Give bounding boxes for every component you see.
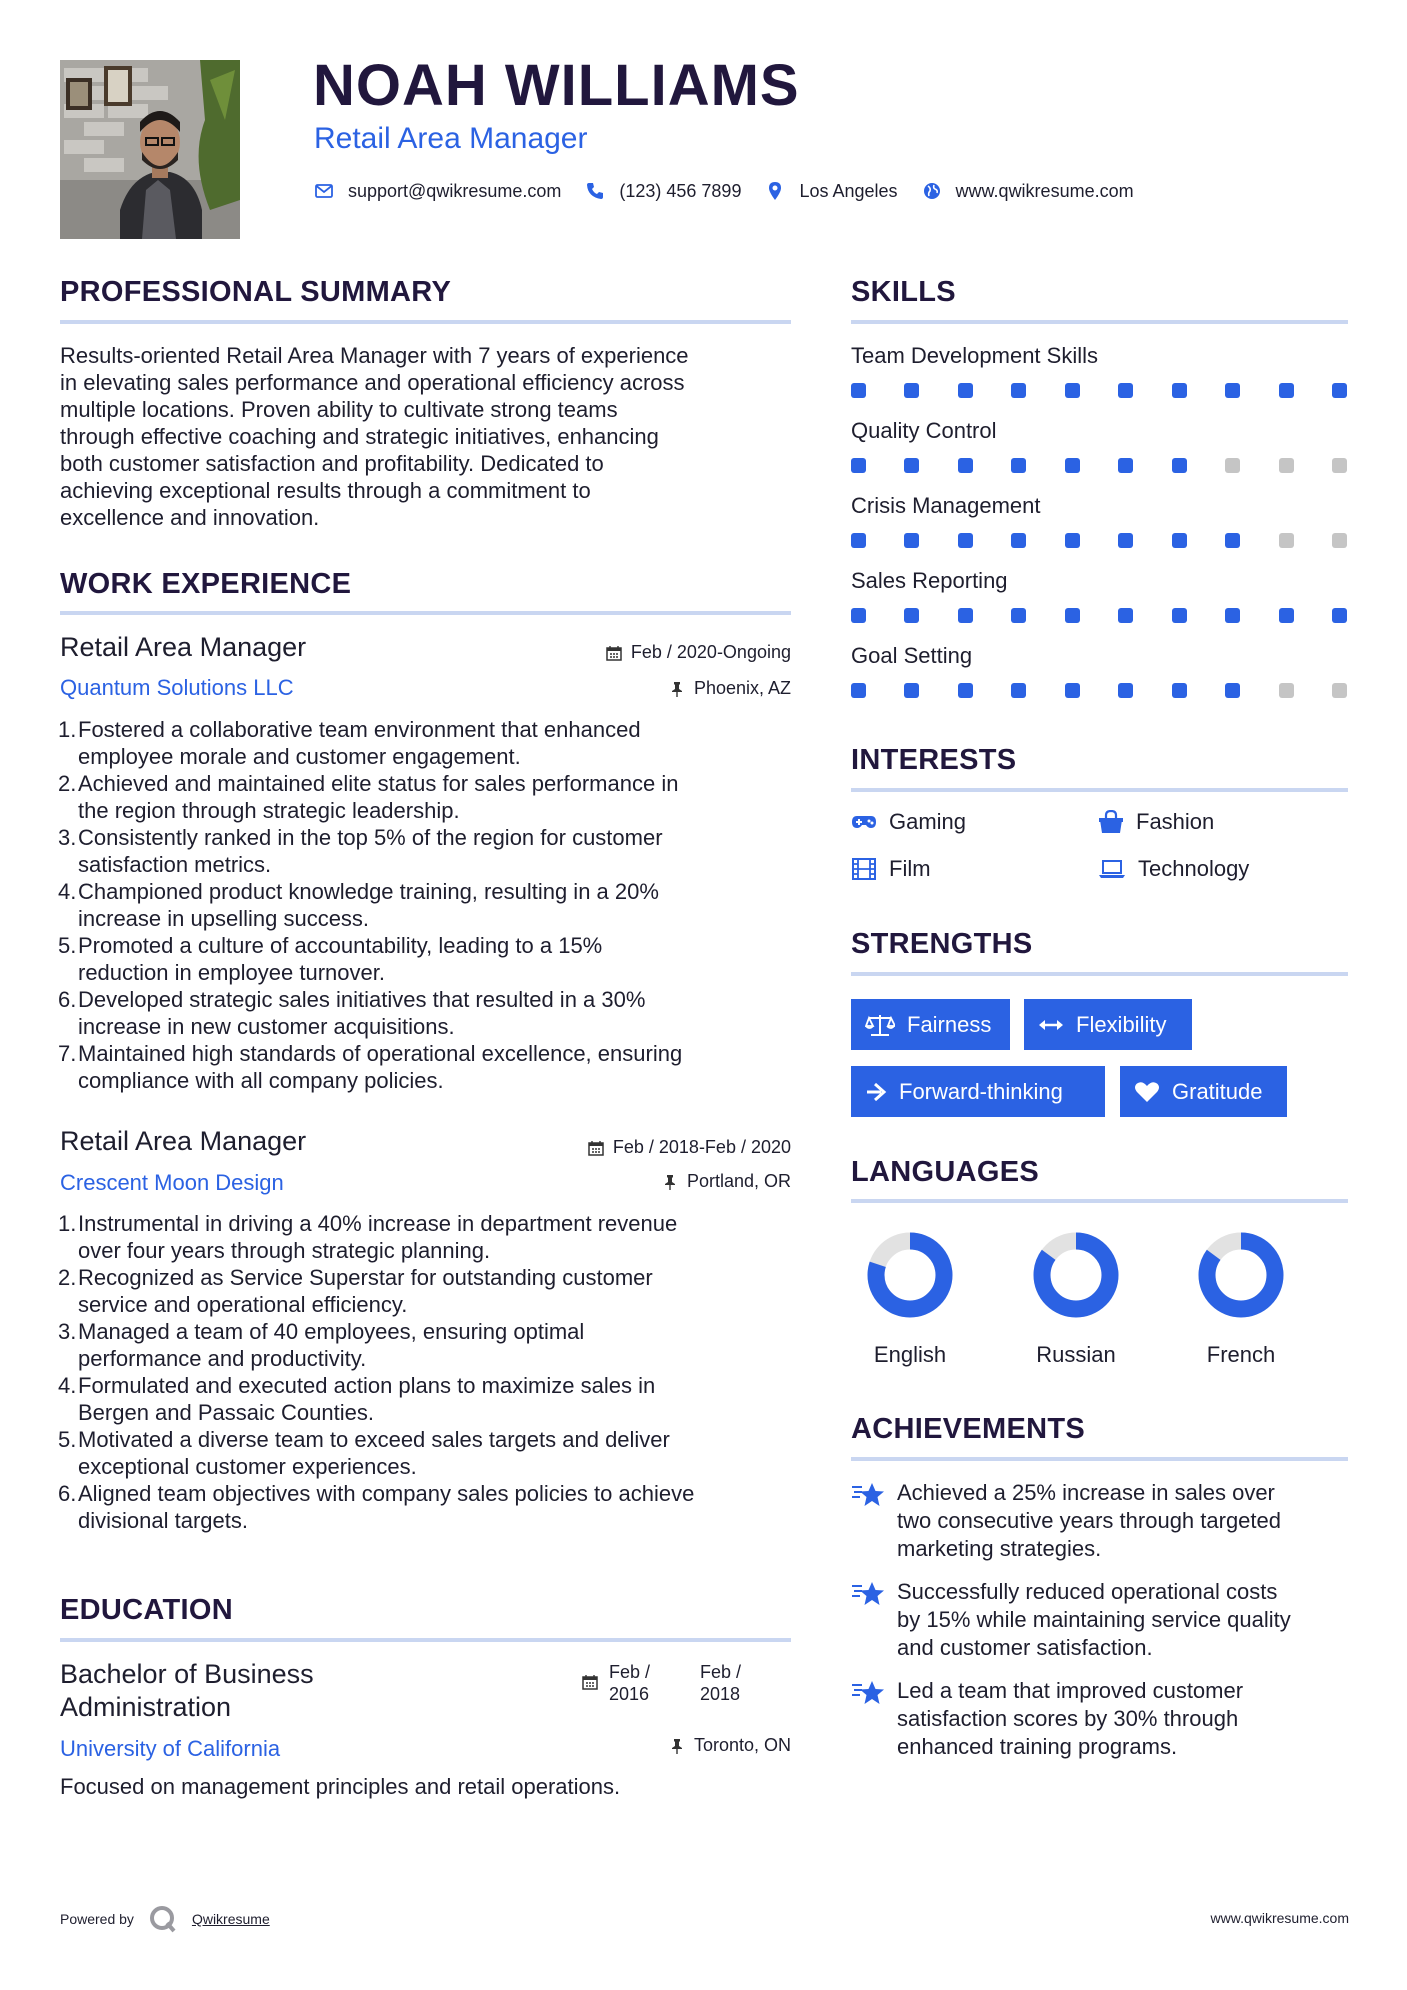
skill-dot-filled — [1118, 458, 1133, 473]
film-icon — [851, 858, 877, 880]
education-end-date: Feb / 2018 — [700, 1662, 742, 1704]
job-dates-text: Feb / 2018-Feb / 2020 — [612, 1137, 791, 1157]
achievements-heading: ACHIEVEMENTS — [851, 1413, 1086, 1445]
list-item: Recognized as Service Superstar for outstanding customer service and operational efficiency. — [78, 1265, 653, 1317]
skill-dot-filled — [851, 383, 866, 398]
job-company: Quantum Solutions LLC — [60, 675, 294, 700]
list-item: Aligned team objectives with company sales policies to achieve divisional targets. — [78, 1481, 695, 1533]
skill-dot-filled — [1011, 608, 1026, 623]
job-bullet-list — [60, 1210, 838, 1534]
job-location — [662, 1171, 791, 1192]
contact-bar — [314, 178, 1158, 204]
skill-dot-filled — [1065, 533, 1080, 548]
pushpin-icon — [669, 681, 685, 697]
strength-tag: Flexibility — [1024, 999, 1192, 1050]
contact-location: Los Angeles — [799, 180, 898, 201]
summary-rule — [60, 320, 791, 324]
arrow-right-icon — [865, 1082, 887, 1102]
strength-tag: Forward-thinking — [851, 1066, 1105, 1117]
skill-dot-filled — [851, 683, 866, 698]
strengths-rule — [851, 972, 1348, 976]
list-item: Achieved and maintained elite status for sales performance in the region through strategic leadership. — [78, 771, 679, 823]
balance-scale-icon — [865, 1013, 895, 1037]
star-icon — [851, 1679, 885, 1707]
skill-dot-filled — [1011, 533, 1026, 548]
language-label: French — [1206, 1342, 1276, 1367]
skill-dot-filled — [958, 608, 973, 623]
skill-dot-filled — [904, 383, 919, 398]
job-location-text: Portland, OR — [686, 1171, 791, 1191]
skill-dot-filled — [1172, 608, 1187, 623]
skill-dot-filled — [1172, 533, 1187, 548]
skill-rating — [851, 608, 1347, 623]
phone-icon — [585, 181, 605, 201]
skill-dot-empty — [1332, 533, 1347, 548]
job-dates-text: Feb / 2020-Ongoing — [630, 642, 791, 662]
skills-rule — [851, 320, 1348, 324]
skill-dot-filled — [1011, 683, 1026, 698]
envelope-icon — [314, 181, 334, 201]
contact-email[interactable]: support@qwikresume.com — [348, 180, 562, 201]
education-location — [669, 1735, 791, 1756]
education-rule — [60, 1638, 791, 1642]
achievement-item: Led a team that improved customer satisfaction scores by 30% through enhanced training programs. — [851, 1677, 1347, 1761]
education-description: Focused on management principles and retail operations. — [60, 1774, 621, 1799]
skill-dot-empty — [1279, 458, 1294, 473]
achievements-rule — [851, 1457, 1348, 1461]
strength-tag: Gratitude — [1120, 1066, 1287, 1117]
skill-dot-filled — [1172, 383, 1187, 398]
strength-tag: Fairness — [851, 999, 1010, 1050]
qwikresume-logo-icon — [148, 1904, 178, 1934]
list-item: Developed strategic sales initiatives that resulted in a 30% increase in new customer acquisitions. — [78, 987, 646, 1039]
job-location — [669, 678, 791, 699]
list-item: Fostered a collaborative team environment that enhanced employee morale and customer engagement. — [78, 717, 641, 769]
education-location-text: Toronto, ON — [693, 1735, 791, 1755]
skill-dot-filled — [851, 533, 866, 548]
job-location-text: Phoenix, AZ — [693, 678, 791, 698]
summary-line: through effective coaching and strategic initiatives, enhancing — [60, 424, 659, 449]
shopping-bag-icon — [1098, 810, 1124, 834]
calendar-icon — [606, 645, 622, 661]
summary-line: in elevating sales performance and operational efficiency across — [60, 370, 685, 395]
skill-dot-filled — [1118, 383, 1133, 398]
list-item: Managed a team of 40 employees, ensuring optimal performance and productivity. — [78, 1319, 585, 1371]
laptop-icon — [1098, 859, 1126, 879]
skill-dot-filled — [1011, 383, 1026, 398]
footer-url[interactable]: www.qwikresume.com — [1210, 1910, 1349, 1926]
achievement-item: Achieved a 25% increase in sales over two consecutive years through targeted marketing strategies. — [851, 1479, 1347, 1563]
skill-dot-empty — [1279, 683, 1294, 698]
interest-item: Gaming — [851, 809, 966, 835]
skill-dot-filled — [1279, 608, 1294, 623]
skill-dot-filled — [1225, 533, 1240, 548]
star-icon — [851, 1481, 885, 1509]
experience-rule — [60, 611, 791, 615]
job-title: Retail Area Manager — [60, 632, 307, 662]
pushpin-icon — [662, 1174, 678, 1190]
skill-dot-filled — [1065, 458, 1080, 473]
candidate-title: Retail Area Manager — [314, 122, 588, 155]
interest-item: Film — [851, 856, 931, 882]
interest-item: Fashion — [1098, 809, 1214, 835]
skill-dot-empty — [1332, 458, 1347, 473]
pushpin-icon — [669, 1738, 685, 1754]
list-item: Formulated and executed action plans to maximize sales in Bergen and Passaic Counties. — [78, 1373, 656, 1425]
globe-icon — [922, 181, 942, 201]
interests-heading: INTERESTS — [851, 744, 1017, 776]
achievement-item: Successfully reduced operational costs by 15% while maintaining service quality and customer satisfaction. — [851, 1578, 1347, 1662]
arrows-horizontal-icon — [1038, 1017, 1064, 1033]
candidate-name: NOAH WILLIAMS — [313, 53, 800, 118]
skill-dot-filled — [958, 533, 973, 548]
languages-chart — [860, 1230, 1360, 1340]
skills-heading: SKILLS — [851, 276, 956, 308]
gamepad-icon — [851, 812, 877, 832]
skill-dot-filled — [1332, 608, 1347, 623]
skill-dot-filled — [1118, 533, 1133, 548]
strengths-heading: STRENGTHS — [851, 928, 1033, 960]
summary-line: achieving exceptional results through a commitment to — [60, 478, 591, 503]
skill-dot-filled — [958, 383, 973, 398]
footer-powered-label: Powered by — [60, 1911, 134, 1927]
list-item: Consistently ranked in the top 5% of the region for customer satisfaction metrics. — [78, 825, 663, 877]
skill-dot-filled — [958, 458, 973, 473]
summary-line: Results-oriented Retail Area Manager with 7 years of experience — [60, 343, 689, 368]
skill-rating — [851, 458, 1347, 473]
skill-dot-filled — [904, 683, 919, 698]
list-item: Motivated a diverse team to exceed sales targets and deliver exceptional customer experiences. — [78, 1427, 670, 1479]
skill-rating — [851, 683, 1347, 698]
skill-dot-empty — [1225, 458, 1240, 473]
skill-dot-filled — [904, 533, 919, 548]
footer-brand-link[interactable]: Qwikresume — [191, 1911, 270, 1927]
star-icon — [851, 1580, 885, 1608]
education-start-date: Feb / 2016 — [609, 1662, 651, 1704]
skill-name: Crisis Management — [851, 493, 1041, 518]
skill-dot-filled — [1172, 683, 1187, 698]
contact-website[interactable]: www.qwikresume.com — [955, 180, 1134, 201]
skill-dot-filled — [1065, 683, 1080, 698]
degree-title: Bachelor of Business Administration — [60, 1659, 314, 1722]
job-dates — [588, 1137, 791, 1158]
calendar-icon — [588, 1140, 604, 1156]
job-title: Retail Area Manager — [60, 1126, 307, 1156]
summary-text — [60, 342, 800, 531]
experience-heading: WORK EXPERIENCE — [60, 568, 352, 600]
skill-dot-filled — [1011, 458, 1026, 473]
list-item: Championed product knowledge training, resulting in a 20% increase in upselling success. — [78, 879, 659, 931]
skill-dot-empty — [1332, 683, 1347, 698]
languages-rule — [851, 1199, 1348, 1203]
skill-dot-filled — [904, 458, 919, 473]
skill-dot-filled — [1118, 608, 1133, 623]
language-label: English — [873, 1342, 947, 1367]
skill-name: Sales Reporting — [851, 568, 1008, 593]
job-bullet-list — [60, 716, 838, 1094]
skill-name: Goal Setting — [851, 643, 973, 668]
summary-line: both customer satisfaction and profitability. Dedicated to — [60, 451, 604, 476]
map-marker-icon — [765, 181, 785, 201]
skill-name: Team Development Skills — [851, 343, 1098, 368]
job-company: Crescent Moon Design — [60, 1170, 284, 1195]
skill-dot-filled — [1225, 383, 1240, 398]
education-school: University of California — [60, 1736, 281, 1761]
skill-dot-filled — [1279, 383, 1294, 398]
summary-line: multiple locations. Proven ability to cultivate strong teams — [60, 397, 618, 422]
list-item: Instrumental in driving a 40% increase in department revenue over four years through strategic planning. — [78, 1211, 678, 1263]
skill-dot-empty — [1279, 533, 1294, 548]
contact-phone[interactable]: (123) 456 7899 — [619, 180, 742, 201]
summary-heading: PROFESSIONAL SUMMARY — [60, 276, 452, 308]
profile-photo — [60, 60, 240, 239]
languages-heading: LANGUAGES — [851, 1156, 1039, 1188]
list-item: Promoted a culture of accountability, leading to a 15% reduction in employee turnover. — [78, 933, 603, 985]
skill-dot-filled — [1172, 458, 1187, 473]
interest-item: Technology — [1098, 856, 1249, 882]
skill-dot-filled — [1225, 608, 1240, 623]
skill-dot-filled — [1065, 608, 1080, 623]
skill-dot-filled — [904, 608, 919, 623]
skill-dot-filled — [1225, 683, 1240, 698]
list-item: Maintained high standards of operational excellence, ensuring compliance with all company policies. — [78, 1041, 683, 1093]
summary-line: excellence and innovation. — [60, 505, 320, 530]
skill-name: Quality Control — [851, 418, 997, 443]
skill-rating — [851, 383, 1347, 398]
skill-dot-filled — [1118, 683, 1133, 698]
footer-powered — [60, 1904, 270, 1934]
education-heading: EDUCATION — [60, 1594, 233, 1626]
job-dates — [606, 642, 791, 663]
skill-rating — [851, 533, 1347, 548]
calendar-icon — [582, 1674, 598, 1690]
skill-dot-filled — [958, 683, 973, 698]
interests-rule — [851, 788, 1348, 792]
language-label: Russian — [1036, 1342, 1116, 1367]
skill-dot-filled — [851, 608, 866, 623]
skill-dot-filled — [851, 458, 866, 473]
skill-dot-filled — [1065, 383, 1080, 398]
heart-icon — [1134, 1081, 1160, 1103]
skill-dot-filled — [1332, 383, 1347, 398]
